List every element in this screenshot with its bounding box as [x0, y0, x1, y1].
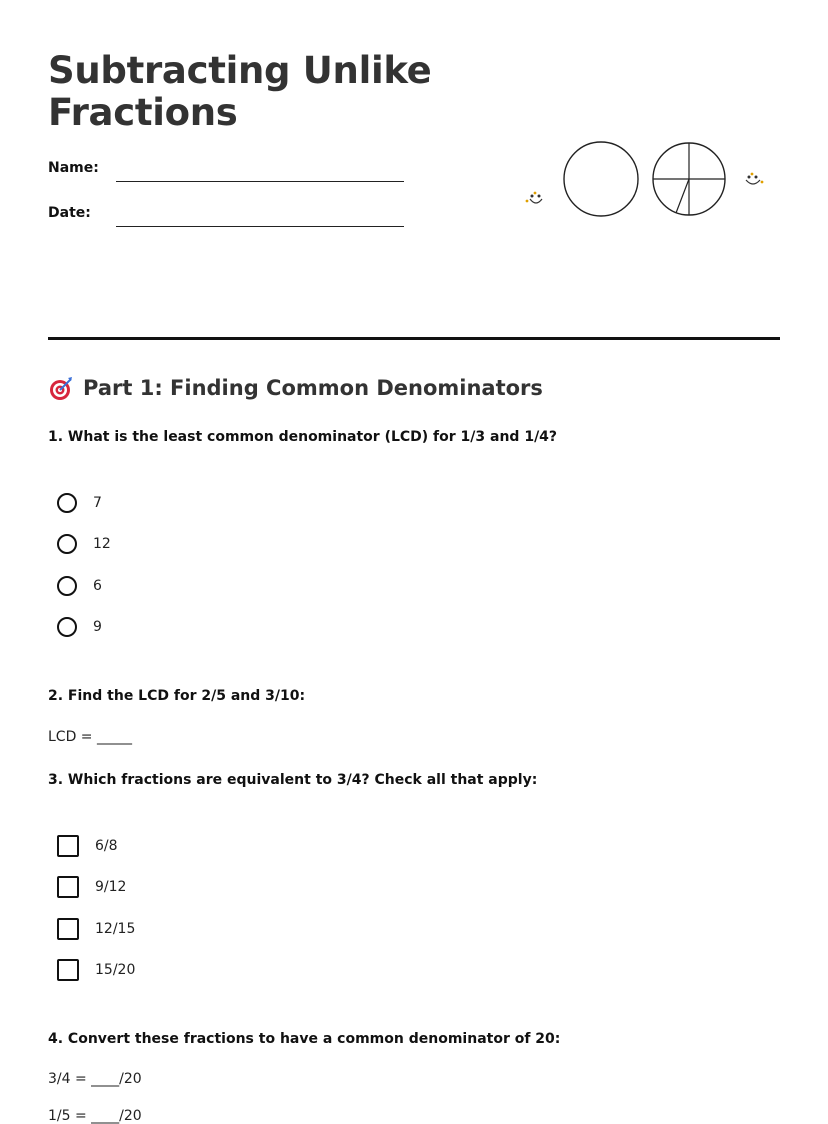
part1-heading-text: Part 1: Finding Common Denominators	[83, 376, 543, 400]
q1-option[interactable]	[57, 490, 102, 516]
checkbox[interactable]	[57, 835, 79, 857]
radio-button[interactable]	[57, 534, 77, 554]
name-field-line[interactable]	[116, 181, 404, 182]
target-icon	[48, 375, 74, 401]
option-label: 12/15	[95, 921, 136, 937]
name-label: Name:	[48, 160, 99, 176]
q1-option[interactable]	[57, 531, 111, 557]
q1-option[interactable]	[57, 573, 102, 599]
q3-option[interactable]	[57, 874, 126, 900]
checkbox[interactable]	[57, 918, 79, 940]
radio-button[interactable]	[57, 493, 77, 513]
question-2: 2. Find the LCD for 2/5 and 3/10:	[48, 688, 306, 704]
radio-button[interactable]	[57, 617, 77, 637]
question-3: 3. Which fractions are equivalent to 3/4? Check all that apply:	[48, 772, 538, 788]
question-4: 4. Convert these fractions to have a common denominator of 20:	[48, 1031, 561, 1047]
q3-option[interactable]	[57, 916, 135, 942]
option-label: 15/20	[95, 962, 136, 978]
date-field-line[interactable]	[116, 226, 404, 227]
part1-heading	[48, 375, 543, 401]
q3-option[interactable]	[57, 833, 118, 859]
option-label: 7	[93, 495, 102, 511]
lcd-answer-line[interactable]: LCD = _____	[48, 729, 132, 745]
conversion-line-1[interactable]: 3/4 = ____/20	[48, 1071, 142, 1087]
left-smiley-icon	[526, 192, 542, 203]
q1-option[interactable]	[57, 614, 102, 640]
whole-circle	[564, 142, 638, 216]
option-label: 6/8	[95, 838, 118, 854]
checkbox[interactable]	[57, 959, 79, 981]
option-label: 6	[93, 578, 102, 594]
date-label: Date:	[48, 205, 91, 221]
conversion-line-2[interactable]: 1/5 = ____/20	[48, 1108, 142, 1124]
q3-option[interactable]	[57, 957, 135, 983]
checkbox[interactable]	[57, 876, 79, 898]
question-1: 1. What is the least common denominator (LCD) for 1/3 and 1/4?	[48, 429, 558, 445]
right-smiley-icon	[746, 173, 763, 184]
option-label: 9/12	[95, 879, 127, 895]
radio-button[interactable]	[57, 576, 77, 596]
fraction-circles-illustration	[518, 136, 768, 226]
quartered-circle	[653, 143, 725, 215]
worksheet-title: Subtracting Unlike Fractions	[48, 49, 432, 134]
section-divider	[48, 337, 780, 340]
option-label: 9	[93, 619, 102, 635]
option-label: 12	[93, 536, 111, 552]
